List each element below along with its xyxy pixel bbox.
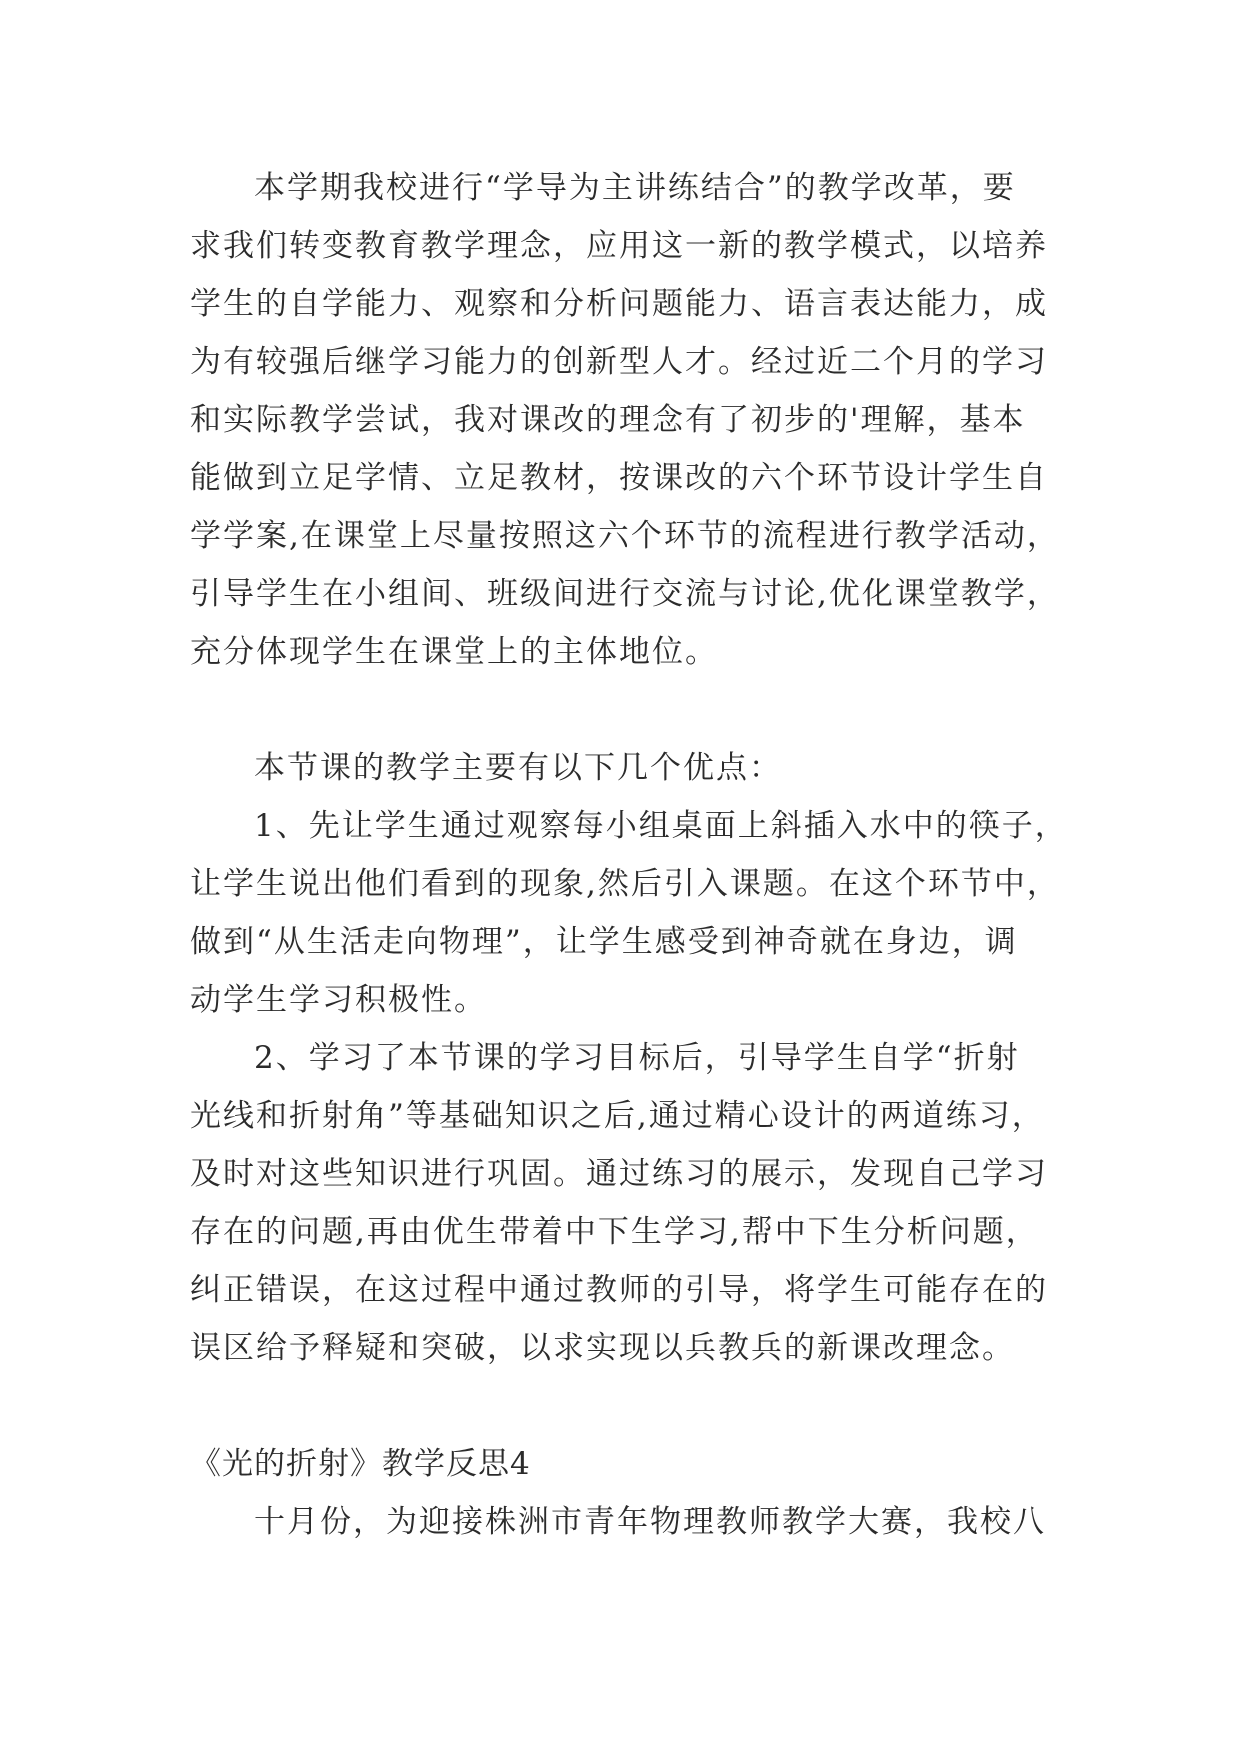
paragraph-2-line-1: 本节课的教学主要有以下几个优点： <box>254 750 782 786</box>
paragraph-1-line-8: 引导学生在小组间、班级间进行交流与讨论,优化课堂教学， <box>190 576 1060 612</box>
paragraph-4-line-1: 2、学习了本节课的学习目标后，引导学生自学“折射 <box>254 1040 1020 1076</box>
paragraph-3-line-2: 让学生说出他们看到的现象,然后引入课题。在这个环节中， <box>190 866 1060 902</box>
paragraph-4-line-4: 存在的问题,再由优生带着中下生学习,帮中下生分析问题， <box>190 1214 1039 1250</box>
paragraph-4-line-2: 光线和折射角”等基础知识之后,通过精心设计的两道练习， <box>190 1098 1045 1134</box>
paragraph-1-line-1: 本学期我校进行“学导为主讲练结合”的教学改革，要 <box>254 170 1016 206</box>
paragraph-1-line-2: 求我们转变教育教学理念，应用这一新的教学模式，以培养 <box>190 228 1048 264</box>
paragraph-4-line-6: 误区给予释疑和突破，以求实现以兵教兵的新课改理念。 <box>190 1330 1015 1366</box>
paragraph-5-line-1: 十月份，为迎接株洲市青年物理教师教学大赛，我校八 <box>254 1504 1046 1540</box>
paragraph-1-line-7: 学学案,在课堂上尽量按照这六个环节的流程进行教学活动， <box>190 518 1060 554</box>
paragraph-1-line-4: 为有较强后继学习能力的创新型人才。经过近二个月的学习 <box>190 344 1048 380</box>
paragraph-1-line-6: 能做到立足学情、立足教材，按课改的六个环节设计学生自 <box>190 460 1048 496</box>
paragraph-3-line-3: 做到“从生活走向物理”，让学生感受到神奇就在身边，调 <box>190 924 1018 960</box>
paragraph-1-line-9: 充分体现学生在课堂上的主体地位。 <box>190 634 718 670</box>
paragraph-1-line-5: 和实际教学尝试，我对课改的理念有了初步的'理解，基本 <box>190 402 1026 438</box>
paragraph-3-line-1: 1、先让学生通过观察每小组桌面上斜插入水中的筷子， <box>254 808 1068 844</box>
paragraph-4-line-3: 及时对这些知识进行巩固。通过练习的展示，发现自己学习 <box>190 1156 1048 1192</box>
section-heading: 《光的折射》教学反思4 <box>190 1446 531 1482</box>
paragraph-1-line-3: 学生的自学能力、观察和分析问题能力、语言表达能力，成 <box>190 286 1048 322</box>
paragraph-4-line-5: 纠正错误，在这过程中通过教师的引导，将学生可能存在的 <box>190 1272 1048 1308</box>
paragraph-3-line-4: 动学生学习积极性。 <box>190 982 487 1018</box>
